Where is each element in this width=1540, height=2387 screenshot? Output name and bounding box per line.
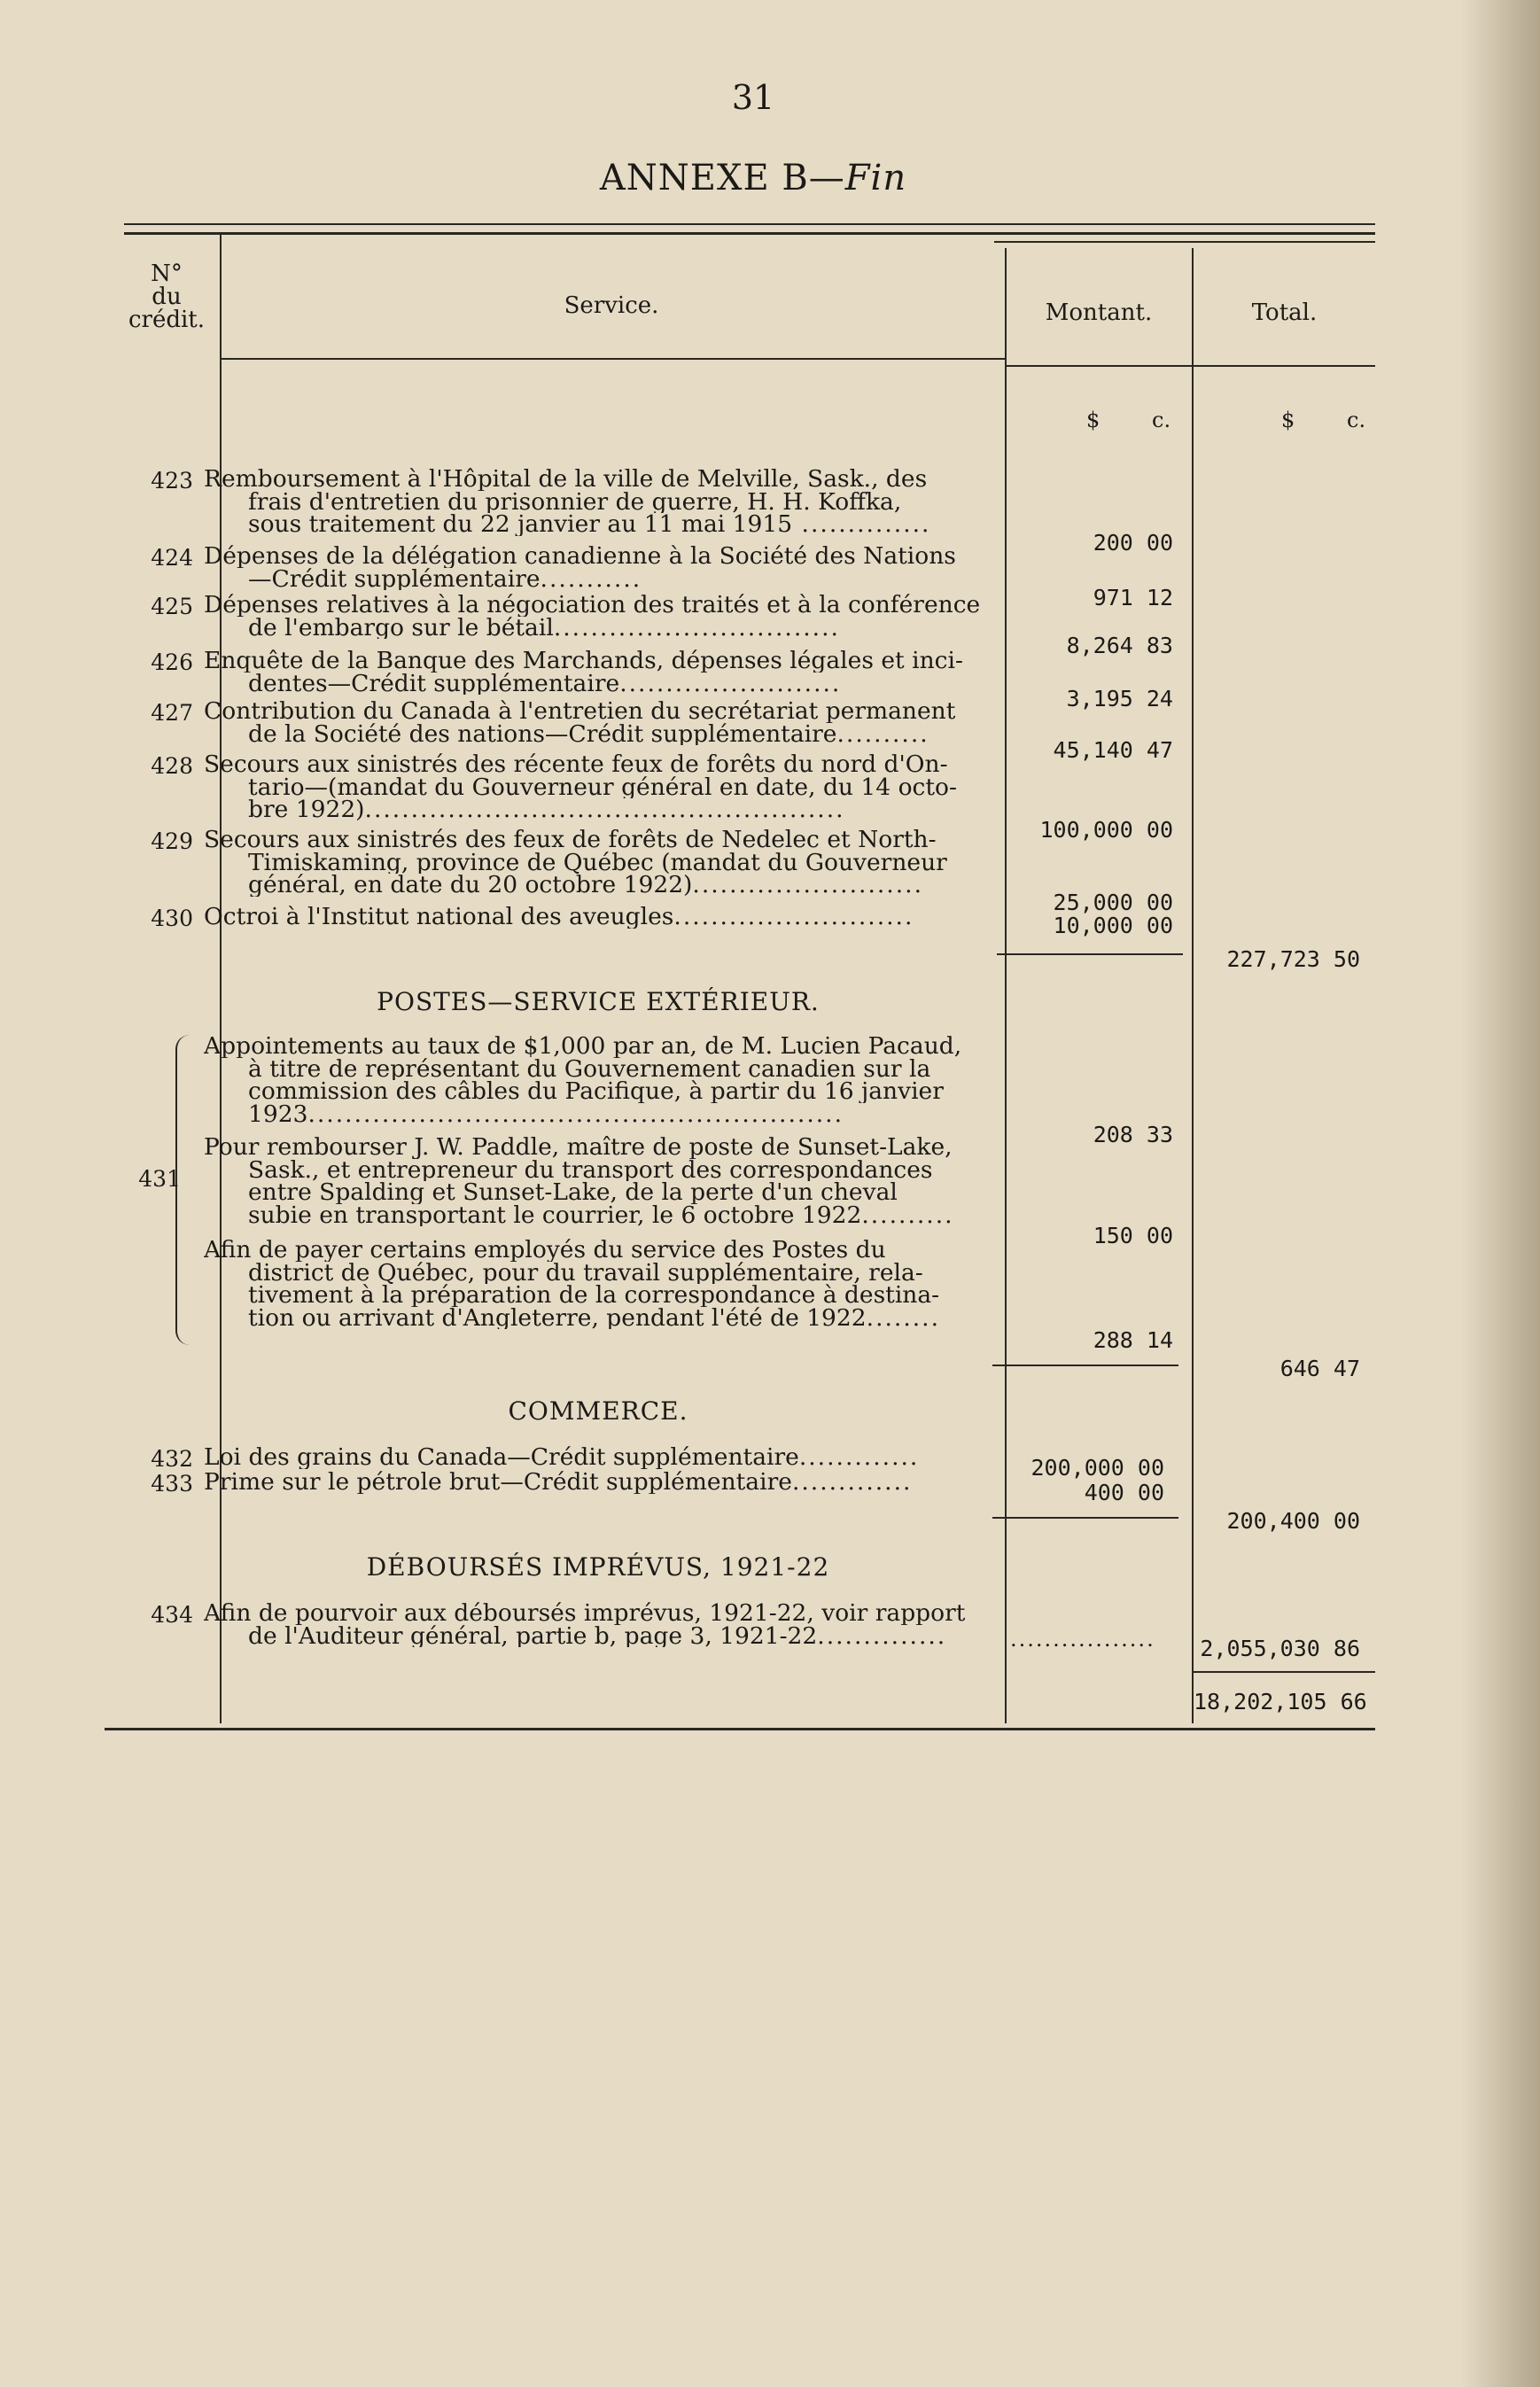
grand-total-value: 18,202,105 66 (1194, 1689, 1367, 1714)
subtotal-value: 227,723 50 (1226, 946, 1360, 972)
amount-value: 150 00 (1093, 1223, 1173, 1248)
unit-cents-total: c. (1347, 408, 1366, 432)
header-credit-line3: crédit. (128, 307, 206, 333)
leader-dots: .............. (792, 513, 931, 536)
entry-line: tivement à la préparation de la correspondance à destina- (248, 1284, 940, 1307)
entry-line: Dépenses relatives à la négociation des traités et à la conférence (204, 594, 981, 617)
entry-line: Appointements au taux de $1,000 par an, de M. Lucien Pacaud, (204, 1035, 962, 1058)
header-amount: Montant. (1045, 299, 1153, 326)
entry-line-text: sous traitement du 22 janvier au 11 mai 1915 (248, 513, 793, 536)
unit-dollar-amount: $ (1086, 408, 1101, 432)
entry-line: Dépenses de la délégation canadienne à la Société des Nations (204, 545, 956, 568)
entry-line (204, 673, 994, 696)
credit-number: 424 (151, 545, 193, 571)
entry-line (204, 906, 994, 929)
entry-line: Remboursement à l'Hôpital de la ville de Melville, Sask., des (204, 468, 928, 491)
entry-line: frais d'entretien du prisonnier de guerre, H. H. Koffka, (248, 490, 902, 514)
entry-line: commission des câbles du Pacifique, à partir du 16 janvier (248, 1080, 944, 1103)
header-credit-line2: du (152, 284, 182, 310)
entry-line-text: Loi des grains du Canada—Crédit supplémentaire (204, 1446, 799, 1469)
subtotal-value: 200,400 00 (1226, 1508, 1360, 1534)
entry-line: Pour rembourser J. W. Paddle, maître de poste de Sunset-Lake, (204, 1136, 953, 1159)
title-italic: Fin (844, 158, 907, 198)
top-rule-1 (124, 223, 1375, 225)
entry-line-text: Octroi à l'Institut national des aveugles (204, 906, 674, 929)
entry-line: Enquête de la Banque des Marchands, dépenses légales et inci- (204, 649, 963, 673)
entry-line (204, 1625, 994, 1648)
amount-value: 100,000 00 (1039, 817, 1173, 843)
entry-line: Timiskaming, province de Québec (mandat du Gouverneur (248, 851, 947, 875)
subtotal-rule (992, 1365, 1178, 1366)
amount-value: 200 00 (1093, 530, 1173, 556)
entry-line (204, 1103, 994, 1126)
entry-line (204, 1471, 994, 1494)
entry-text (204, 1035, 994, 1125)
entry-line: Afin de payer certains employés du service des Postes du (204, 1239, 886, 1262)
entry-line: district de Québec, pour du travail supplémentaire, rela- (248, 1261, 923, 1285)
leader-dots: ............. (791, 1471, 913, 1494)
entry-text (204, 649, 994, 695)
entry-line-text: —Crédit supplémentaire (248, 567, 541, 591)
leader-dots: ........... (540, 567, 642, 591)
amount-value: 400 00 (1084, 1480, 1164, 1505)
entry-line-text: tion ou arrivant d'Angleterre, pendant l'été de 1922 (248, 1306, 867, 1330)
entry-line: entre Spalding et Sunset-Lake, de la perte d'un cheval (248, 1181, 898, 1204)
amount-value: 200,000 00 (1031, 1455, 1164, 1481)
entry-line (204, 513, 994, 536)
entry-line (204, 1204, 994, 1227)
entry-line (204, 1446, 994, 1469)
leader-dots: ........ (866, 1306, 941, 1330)
entry-text (204, 1446, 994, 1469)
total-value: 2,055,030 86 (1200, 1636, 1360, 1661)
entry-text (204, 545, 994, 590)
unit-cents-amount: c. (1152, 408, 1171, 432)
amount-value: 10,000 00 (1053, 913, 1173, 938)
entry-line-text: de l'Auditeur général, partie b, page 3, 1921-22 (248, 1624, 818, 1648)
section-heading-postes: POSTES—SERVICE EXTÉRIEUR. (377, 987, 820, 1016)
leader-dots: ......................... (692, 874, 923, 897)
entry-text (204, 700, 994, 745)
subtotal-rule (997, 953, 1183, 955)
leader-dots: .................................................... (364, 798, 845, 821)
entry-line-text: 1923 (248, 1102, 308, 1126)
header-rule-service (220, 358, 1007, 360)
entry-line-text: Prime sur le pétrole brut—Crédit supplémentaire (204, 1471, 792, 1494)
credit-number: 425 (151, 594, 193, 619)
entry-line-text: de la Société des nations—Crédit supplémentaire (248, 722, 837, 746)
entry-text (204, 468, 994, 536)
amount-value: 8,264 83 (1066, 633, 1173, 658)
entry-line-text: dentes—Crédit supplémentaire (248, 672, 620, 696)
entry-text (204, 1471, 994, 1494)
col-rule-credit (220, 235, 222, 1723)
leader-dots: ............................... (553, 616, 840, 640)
entry-line: à titre de représentant du Gouvernement canadien sur la (248, 1057, 931, 1081)
leader-dots: .......... (836, 722, 929, 746)
entry-line: Secours aux sinistrés des récente feux de forêts du nord d'On- (204, 753, 948, 776)
entry-line-text: subie en transportant le courrier, le 6 octobre 1922 (248, 1203, 862, 1227)
leader-dots: ................. (1010, 1627, 1155, 1652)
credit-number: 423 (151, 468, 193, 494)
credit-number: 431 (138, 1166, 181, 1192)
grand-total-rule (1192, 1671, 1375, 1673)
entry-line-text: de l'embargo sur le bétail (248, 616, 554, 640)
entry-line: tario—(mandat du Gouverneur général en date, du 14 octo- (248, 775, 957, 799)
subtotal-value: 646 47 (1279, 1356, 1360, 1381)
entry-text (204, 828, 994, 897)
header-total: Total. (1251, 299, 1318, 326)
credit-number: 432 (151, 1446, 193, 1472)
entry-text (204, 1239, 994, 1329)
credit-number: 433 (151, 1471, 193, 1497)
entry-text (204, 594, 994, 639)
leader-dots: .............. (817, 1624, 947, 1648)
leader-dots: ............. (798, 1446, 920, 1469)
page-title (0, 158, 1506, 198)
entry-line (204, 723, 994, 746)
entry-line (204, 568, 994, 591)
amount-value: 971 12 (1093, 585, 1173, 610)
bottom-rule (105, 1728, 1375, 1730)
amount-value: 288 14 (1093, 1327, 1173, 1353)
unit-dollar-total: $ (1281, 408, 1295, 432)
leader-dots: ........................ (619, 672, 842, 696)
amount-value: 3,195 24 (1066, 686, 1173, 711)
header-credit (121, 262, 213, 331)
entry-line: Secours aux sinistrés des feux de forêts de Nedelec et North- (204, 828, 937, 851)
entry-text (204, 1602, 994, 1647)
entry-line-text: bre 1922) (248, 798, 365, 821)
credit-number: 428 (151, 753, 193, 779)
leader-dots: .......................... (673, 906, 914, 929)
credit-number: 430 (151, 906, 193, 931)
page-edge-shadow (1460, 0, 1540, 2387)
credit-number: 426 (151, 649, 193, 675)
entry-text (204, 753, 994, 821)
credit-number: 434 (151, 1602, 193, 1628)
leader-dots: .......................................................... (307, 1102, 844, 1126)
amount-value: 208 33 (1093, 1122, 1173, 1147)
header-credit-line1: N° (151, 260, 183, 287)
amount-value: 25,000 00 (1053, 890, 1173, 915)
entry-text (204, 906, 994, 929)
entry-line: Sask., et entrepreneur du transport des correspondances (248, 1158, 933, 1182)
header-rule-amount-total (1007, 365, 1375, 367)
top-rule-2 (124, 232, 1375, 235)
amount-value: 45,140 47 (1053, 737, 1173, 763)
subtotal-rule (992, 1517, 1178, 1519)
entry-line: Afin de pourvoir aux déboursés imprévus, 1921-22, voir rapport (204, 1602, 966, 1625)
entry-line (204, 874, 994, 897)
entry-line: Contribution du Canada à l'entretien du secrétariat permanent (204, 700, 956, 723)
section-heading-commerce: COMMERCE. (508, 1396, 688, 1426)
credit-number: 429 (151, 828, 193, 854)
col-rule-amount (1192, 248, 1194, 1723)
top-rule-3 (994, 241, 1375, 243)
page-number: 31 (731, 78, 775, 117)
entry-line (204, 1307, 994, 1330)
credit-number: 427 (151, 700, 193, 726)
section-heading-imprevus: DÉBOURSÉS IMPRÉVUS, 1921-22 (366, 1552, 830, 1582)
leader-dots: .......... (861, 1203, 954, 1227)
entry-text (204, 1136, 994, 1226)
title-main: ANNEXE B— (599, 158, 845, 198)
entry-line (204, 617, 994, 640)
header-service: Service. (564, 292, 659, 319)
entry-line-text: général, en date du 20 octobre 1922) (248, 874, 693, 897)
entry-line (204, 798, 994, 821)
